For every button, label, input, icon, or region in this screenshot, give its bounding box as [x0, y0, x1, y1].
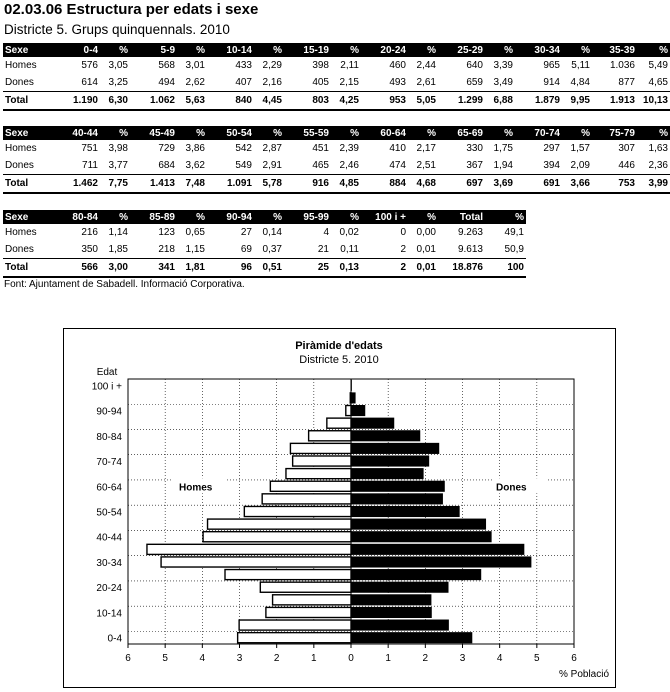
table-row — [3, 224, 526, 241]
table-cell: 49,1 — [504, 227, 524, 238]
header-cell: 75-79 — [592, 126, 637, 140]
table-cell: 840 — [207, 92, 254, 111]
bar-dones-5-9 — [351, 620, 448, 630]
table-cell: 307 — [618, 143, 635, 154]
table-header-row — [3, 126, 670, 140]
table-cell: 1.036 — [609, 60, 635, 71]
bar-homes-75-79 — [290, 443, 351, 453]
table-cell: 2,09 — [570, 160, 590, 171]
table-cell: 566 — [53, 259, 100, 278]
header-cell: 25-29 — [438, 43, 485, 57]
table-cell: 916 — [284, 175, 331, 194]
header-cell: 55-59 — [284, 126, 331, 140]
x-tick-label: 3 — [236, 653, 243, 664]
table-row — [3, 57, 670, 74]
header-cell: 85-89 — [130, 210, 177, 224]
table-cell: 0 — [400, 227, 406, 238]
table-cell: 100 — [485, 259, 526, 278]
header-cell: 0-4 — [53, 43, 100, 57]
table-cell: 3,25 — [108, 77, 128, 88]
table-cell: 493 — [389, 77, 406, 88]
table-cell: 9.613 — [457, 244, 483, 255]
table-cell: 877 — [618, 77, 635, 88]
table-cell: 1,57 — [570, 143, 590, 154]
header-cell-sexe: Sexe — [3, 210, 53, 224]
bar-homes-70-74 — [293, 456, 351, 466]
table-row — [3, 259, 526, 278]
bar-dones-45-49 — [351, 519, 486, 529]
table-cell: 0,65 — [185, 227, 205, 238]
header-cell: 45-49 — [130, 126, 177, 140]
population-pyramid-chart — [63, 328, 616, 688]
table-cell: 2,16 — [262, 77, 282, 88]
table-cell: 0,11 — [340, 244, 359, 255]
row-label-cell: Total — [3, 92, 53, 111]
table-cell: 711 — [82, 160, 98, 171]
x-tick-label: 3 — [459, 653, 466, 664]
table-cell: 4 — [323, 227, 329, 238]
x-tick-label: 6 — [571, 653, 577, 664]
table-cell: 5,78 — [254, 175, 284, 194]
table-cell: 684 — [158, 160, 175, 171]
table-cell: 50,9 — [504, 244, 524, 255]
x-tick-label: 1 — [385, 653, 391, 664]
chart-title: Piràmide d'edats — [295, 340, 383, 352]
bar-dones-95-99 — [351, 393, 355, 403]
table-cell: 2 — [361, 259, 408, 278]
table-cell: 1,75 — [493, 143, 513, 154]
table-cell: 697 — [438, 175, 485, 194]
header-cell: 50-54 — [207, 126, 254, 140]
table-cell: 27 — [240, 227, 252, 238]
table-cell: 4,65 — [648, 77, 668, 88]
table-cell: 568 — [158, 60, 175, 71]
y-tick-label: 40-44 — [96, 532, 122, 544]
table-row — [3, 175, 670, 194]
header-cell: 5-9 — [130, 43, 177, 57]
pyramid-svg — [64, 329, 615, 687]
header-cell: % — [331, 43, 361, 57]
table-row — [3, 157, 670, 175]
table-cell: 1.091 — [207, 175, 254, 194]
header-cell: 65-69 — [438, 126, 485, 140]
table-cell: 1.062 — [130, 92, 177, 111]
table-cell: 691 — [515, 175, 562, 194]
table-cell: 5,05 — [408, 92, 438, 111]
header-cell: 10-14 — [207, 43, 254, 57]
table-cell: 3,69 — [485, 175, 515, 194]
header-cell: % — [100, 43, 130, 57]
table-cell: 465 — [312, 160, 329, 171]
table-cell: 1.913 — [592, 92, 637, 111]
bar-homes-10-14 — [266, 607, 351, 617]
x-tick-label: 5 — [534, 653, 540, 664]
header-cell: 90-94 — [207, 210, 254, 224]
bar-dones-55-59 — [351, 494, 442, 504]
header-cell: 95-99 — [284, 210, 331, 224]
table-cell: 367 — [466, 160, 483, 171]
bar-dones-65-69 — [351, 469, 423, 479]
table-cell: 9,95 — [562, 92, 592, 111]
table-cell: 2,62 — [185, 77, 205, 88]
table-cell: 96 — [207, 259, 254, 278]
table-cell: 6,88 — [485, 92, 515, 111]
table-cell: 1,63 — [648, 143, 668, 154]
legend-homes-label: Homes — [179, 482, 213, 494]
legend-dones-label: Dones — [496, 482, 527, 494]
table-cell: 1.299 — [438, 92, 485, 111]
header-cell: % — [100, 126, 130, 140]
table-cell: 2,46 — [339, 160, 359, 171]
table-cell: 3,49 — [493, 77, 513, 88]
header-cell: 35-39 — [592, 43, 637, 57]
header-cell: % — [177, 210, 207, 224]
row-label-cell: Total — [3, 259, 53, 278]
source-note: Font: Ajuntament de Sabadell. Informació Corporativa. — [4, 279, 245, 290]
table-cell: 3,62 — [185, 160, 205, 171]
bar-dones-85-89 — [351, 418, 394, 428]
bar-dones-35-39 — [351, 544, 524, 554]
y-tick-label: 100 i + — [91, 381, 122, 393]
table-cell: 405 — [312, 77, 329, 88]
header-cell: 70-74 — [515, 126, 562, 140]
bar-dones-20-24 — [351, 582, 448, 592]
header-cell: % — [637, 126, 670, 140]
table-cell: 0,51 — [254, 259, 284, 278]
bar-homes-85-89 — [327, 418, 351, 428]
x-tick-label: 0 — [348, 653, 354, 664]
bar-homes-90-94 — [346, 406, 351, 416]
bar-homes-45-49 — [208, 519, 351, 529]
table-cell: 3,98 — [108, 143, 128, 154]
table-cell: 460 — [389, 60, 406, 71]
table-cell: 576 — [81, 60, 98, 71]
table-cell: 3,66 — [562, 175, 592, 194]
table-cell: 0,00 — [416, 227, 436, 238]
header-cell: % — [408, 210, 438, 224]
table-cell: 7,48 — [177, 175, 207, 194]
bar-dones-70-74 — [351, 456, 429, 466]
header-cell: Total — [438, 210, 485, 224]
table-cell: 474 — [389, 160, 406, 171]
table-cell: 2,51 — [416, 160, 436, 171]
table-cell: 0,37 — [262, 244, 282, 255]
y-tick-label: 10-14 — [96, 608, 122, 620]
header-cell-sexe: Sexe — [3, 126, 53, 140]
header-cell: 100 i + — [361, 210, 408, 224]
header-cell: % — [177, 43, 207, 57]
table-cell: 1.462 — [53, 175, 100, 194]
table-cell: 69 — [240, 244, 252, 255]
x-tick-label: 4 — [496, 653, 503, 664]
table-cell: 1.413 — [130, 175, 177, 194]
table-cell: 407 — [235, 77, 252, 88]
table-cell: 4,84 — [570, 77, 590, 88]
y-axis-label: Edat — [96, 367, 118, 378]
table-cell: 0,13 — [331, 259, 361, 278]
header-cell: % — [100, 210, 130, 224]
table-cell: 218 — [158, 244, 175, 255]
header-cell: % — [177, 126, 207, 140]
bar-homes-15-19 — [273, 595, 351, 605]
table-cell: 3,99 — [637, 175, 670, 194]
table-cell: 1,94 — [493, 160, 513, 171]
table-cell: 0,01 — [408, 259, 438, 278]
table-cell: 394 — [543, 160, 560, 171]
bar-dones-30-34 — [351, 557, 531, 567]
bar-homes-60-64 — [270, 481, 351, 491]
header-cell: % — [254, 210, 284, 224]
table-cell: 542 — [235, 143, 252, 154]
table-cell: 330 — [466, 143, 483, 154]
bar-dones-0-4 — [351, 633, 472, 643]
row-label-cell: Dones — [5, 160, 34, 171]
table-cell: 451 — [312, 143, 329, 154]
table-cell: 3,86 — [185, 143, 205, 154]
header-cell: 60-64 — [361, 126, 408, 140]
page-subtitle: Districte 5. Grups quinquennals. 2010 — [4, 22, 230, 37]
bar-homes-25-29 — [225, 570, 351, 580]
bar-homes-50-54 — [244, 506, 351, 516]
table-cell: 433 — [235, 60, 252, 71]
table-cell: 4,25 — [331, 92, 361, 111]
header-cell: % — [485, 43, 515, 57]
bar-homes-35-39 — [147, 544, 351, 554]
table-cell: 7,75 — [100, 175, 130, 194]
y-tick-label: 30-34 — [96, 557, 122, 569]
table-cell: 914 — [543, 77, 560, 88]
x-tick-label: 6 — [125, 653, 131, 664]
table-cell: 3,39 — [493, 60, 513, 71]
table-cell: 3,77 — [108, 160, 128, 171]
table-cell: 6,30 — [100, 92, 130, 111]
table-cell: 1.879 — [515, 92, 562, 111]
y-tick-label: 70-74 — [96, 457, 122, 469]
header-cell: % — [485, 210, 526, 224]
row-label-cell: Dones — [5, 244, 34, 255]
table-cell: 18.876 — [438, 259, 485, 278]
bar-homes-80-84 — [309, 431, 351, 441]
table-cell: 549 — [235, 160, 252, 171]
table-cell: 1,85 — [108, 244, 128, 255]
header-cell: % — [562, 126, 592, 140]
table-cell: 123 — [158, 227, 175, 238]
table-cell: 3,01 — [185, 60, 205, 71]
table-cell: 1.190 — [53, 92, 100, 111]
bar-dones-40-44 — [351, 532, 491, 542]
x-tick-label: 5 — [162, 653, 168, 664]
table-cell: 1,15 — [185, 244, 205, 255]
row-label-cell: Homes — [5, 143, 37, 154]
page-title: 02.03.06 Estructura per edats i sexe — [4, 1, 259, 18]
bar-homes-55-59 — [262, 494, 351, 504]
table-cell: 2,44 — [416, 60, 436, 71]
x-tick-label: 2 — [422, 653, 429, 664]
header-cell: 30-34 — [515, 43, 562, 57]
table-cell: 216 — [81, 227, 98, 238]
table-cell: 2,11 — [340, 60, 359, 71]
header-cell: % — [637, 43, 670, 57]
bar-homes-0-4 — [238, 633, 351, 643]
header-cell-sexe: Sexe — [3, 43, 53, 57]
header-cell: 15-19 — [284, 43, 331, 57]
table-cell: 729 — [158, 143, 175, 154]
row-label-cell: Dones — [5, 77, 34, 88]
table-cell: 2,17 — [416, 143, 436, 154]
y-tick-label: 20-24 — [96, 583, 122, 595]
table-cell: 0,01 — [416, 244, 436, 255]
table-cell: 753 — [592, 175, 637, 194]
table-cell: 9.263 — [457, 227, 483, 238]
table-cell: 2,87 — [262, 143, 282, 154]
table-cell: 0,14 — [262, 227, 282, 238]
table-cell: 10,13 — [637, 92, 670, 111]
table-cell: 0,02 — [339, 227, 359, 238]
bar-dones-15-19 — [351, 595, 431, 605]
table-cell: 659 — [466, 77, 483, 88]
header-cell: % — [254, 43, 284, 57]
y-tick-label: 60-64 — [96, 482, 122, 494]
table-cell: 350 — [81, 244, 98, 255]
table-cell: 953 — [361, 92, 408, 111]
table-cell: 5,63 — [177, 92, 207, 111]
table-header-row — [3, 43, 670, 57]
table-cell: 640 — [466, 60, 483, 71]
header-cell: % — [485, 126, 515, 140]
table-cell: 1,14 — [108, 227, 128, 238]
table-cell: 5,49 — [648, 60, 668, 71]
bar-dones-10-14 — [351, 607, 431, 617]
table-header-row — [3, 210, 526, 224]
table-row — [3, 140, 670, 157]
header-cell: % — [408, 126, 438, 140]
table-cell: 446 — [618, 160, 635, 171]
bar-dones-25-29 — [351, 570, 481, 580]
table-cell: 4,85 — [331, 175, 361, 194]
y-tick-label: 90-94 — [96, 406, 122, 418]
bar-dones-75-79 — [351, 443, 439, 453]
table-cell: 21 — [317, 244, 329, 255]
table-row — [3, 74, 670, 92]
table-cell: 965 — [543, 60, 560, 71]
header-cell: 20-24 — [361, 43, 408, 57]
row-label-cell: Total — [3, 175, 53, 194]
table-cell: 2,61 — [416, 77, 436, 88]
table-cell: 5,11 — [571, 60, 590, 71]
y-tick-label: 50-54 — [96, 507, 122, 519]
x-axis-label: % Població — [558, 669, 610, 680]
bar-homes-30-34 — [161, 557, 351, 567]
y-tick-label: 80-84 — [96, 431, 122, 443]
table-cell: 25 — [284, 259, 331, 278]
table-cell: 2,36 — [648, 160, 668, 171]
table-cell: 494 — [158, 77, 175, 88]
header-cell: % — [562, 43, 592, 57]
age-table-1 — [3, 43, 670, 111]
header-cell: % — [331, 210, 361, 224]
table-cell: 2 — [400, 244, 406, 255]
table-cell: 614 — [81, 77, 98, 88]
bar-homes-20-24 — [260, 582, 351, 592]
table-cell: 4,68 — [408, 175, 438, 194]
bar-homes-65-69 — [286, 469, 351, 479]
table-cell: 297 — [543, 143, 560, 154]
table-row — [3, 241, 526, 259]
table-cell: 3,00 — [100, 259, 130, 278]
x-tick-label: 4 — [199, 653, 206, 664]
bar-homes-40-44 — [203, 532, 351, 542]
x-tick-label: 2 — [273, 653, 280, 664]
header-cell: 40-44 — [53, 126, 100, 140]
table-cell: 751 — [81, 143, 98, 154]
table-cell: 410 — [389, 143, 406, 154]
bar-homes-5-9 — [239, 620, 351, 630]
table-cell: 341 — [130, 259, 177, 278]
bar-dones-60-64 — [351, 481, 444, 491]
age-table-3 — [3, 210, 526, 278]
table-cell: 2,29 — [262, 60, 282, 71]
header-cell: % — [254, 126, 284, 140]
age-table-2 — [3, 126, 670, 194]
chart-subtitle: Districte 5. 2010 — [299, 354, 379, 366]
x-tick-label: 1 — [311, 653, 317, 664]
table-row — [3, 92, 670, 111]
bar-dones-90-94 — [351, 406, 365, 416]
table-cell: 4,45 — [254, 92, 284, 111]
bar-dones-80-84 — [351, 431, 420, 441]
table-cell: 2,39 — [339, 143, 359, 154]
table-cell: 803 — [284, 92, 331, 111]
table-cell: 2,91 — [262, 160, 282, 171]
header-cell: % — [408, 43, 438, 57]
table-cell: 398 — [312, 60, 329, 71]
header-cell: % — [331, 126, 361, 140]
row-label-cell: Homes — [5, 227, 37, 238]
table-cell: 3,05 — [108, 60, 128, 71]
table-cell: 2,15 — [339, 77, 359, 88]
row-label-cell: Homes — [5, 60, 37, 71]
bar-dones-50-54 — [351, 506, 459, 516]
table-cell: 884 — [361, 175, 408, 194]
header-cell: 80-84 — [53, 210, 100, 224]
table-cell: 1,81 — [177, 259, 207, 278]
y-tick-label: 0-4 — [107, 633, 122, 645]
